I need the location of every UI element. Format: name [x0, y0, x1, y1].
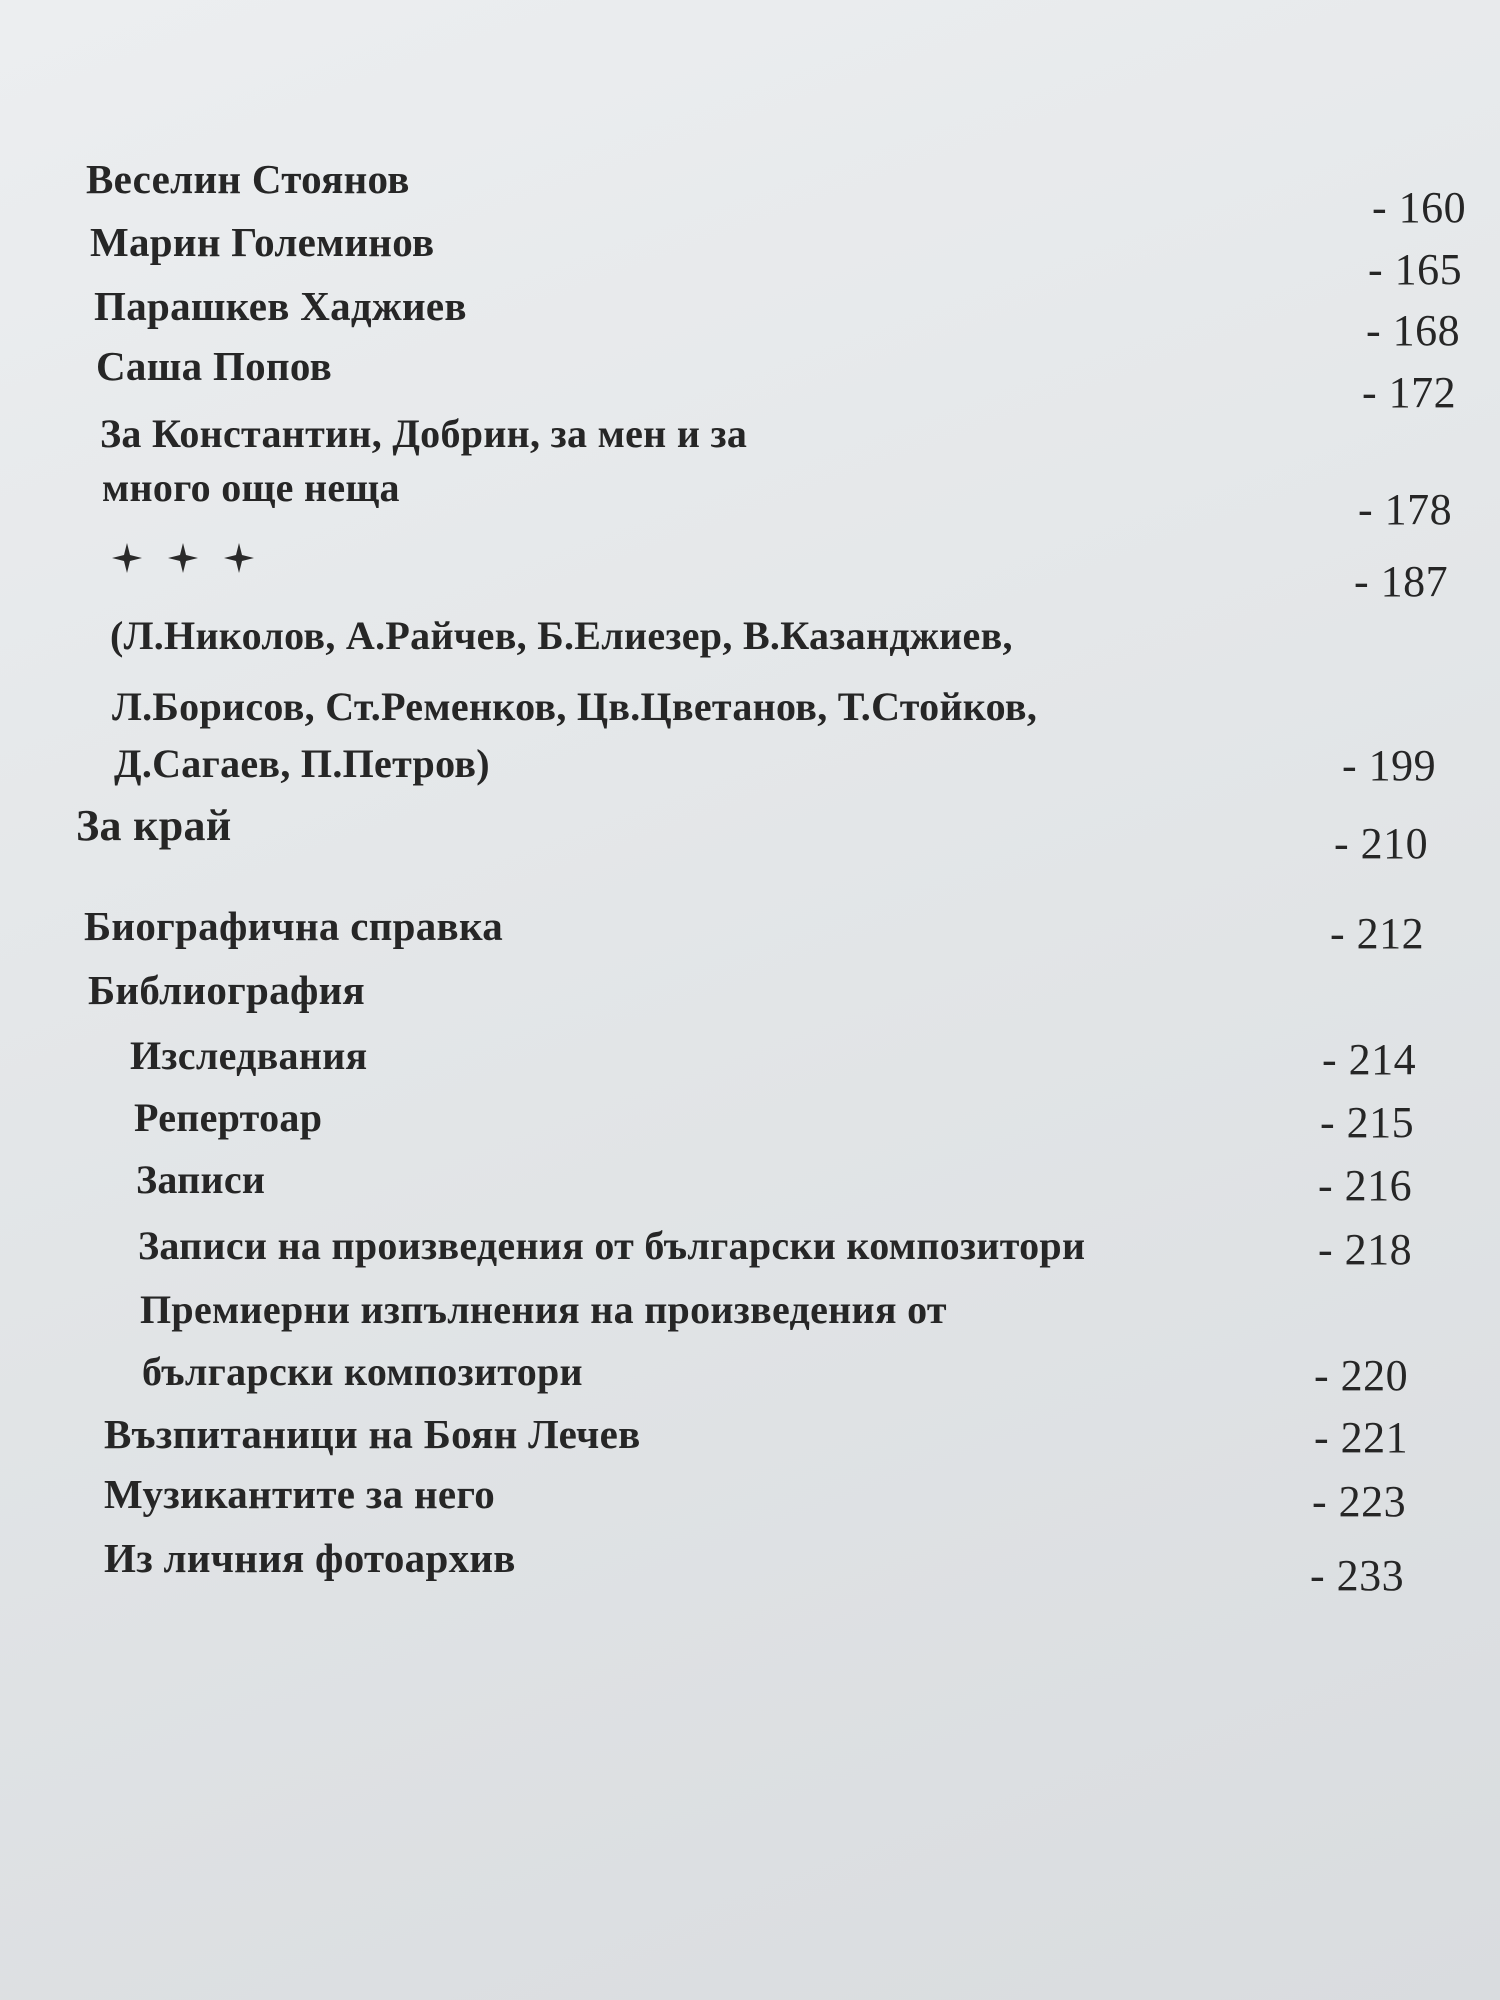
toc-entry-page: - 165	[1368, 245, 1463, 294]
four-point-star-icon	[168, 543, 198, 573]
toc-entry-line2: Л.Борисов, Ст.Ременков, Цв.Цветанов, Т.Стойков,	[112, 684, 1038, 729]
toc-entry-page: - 223	[1312, 1477, 1407, 1526]
toc-entry-page: - 218	[1318, 1225, 1413, 1274]
toc-entry-title: Парашкев Хаджиев	[94, 283, 467, 329]
toc-entry-page: - 220	[1314, 1351, 1409, 1400]
toc-entry-page: - 210	[1334, 819, 1429, 868]
toc-entry-title: Записи	[136, 1157, 266, 1202]
toc-entry-page: - 216	[1318, 1161, 1413, 1210]
toc-entry-title-line2: български композитори	[142, 1349, 583, 1394]
toc-entry-page: - 199	[1342, 741, 1437, 790]
toc-entry-page: - 168	[1366, 306, 1461, 355]
toc-entry-page: - 160	[1372, 183, 1467, 232]
toc-entry-page: - 221	[1314, 1413, 1409, 1462]
toc-entry-title: Марин Големинов	[90, 219, 435, 265]
toc-entry-title: Музикантите за него	[104, 1471, 496, 1517]
toc-entry-title-line1: За Константин, Добрин, за мен и за	[100, 411, 748, 456]
toc-entry-title: Биографична справка	[84, 903, 504, 949]
toc-entry-title: Библиография	[88, 967, 366, 1013]
toc-entry-title: Веселин Стоянов	[86, 156, 410, 202]
toc-entry-page: - 187	[1354, 557, 1449, 606]
toc-entry-page: - 214	[1322, 1035, 1417, 1084]
toc-entry-page: - 212	[1330, 909, 1425, 958]
toc-entry-title-line2: много още неща	[102, 465, 400, 510]
toc-entry-title: Из личния фотоархив	[104, 1535, 516, 1581]
toc-entry-page: - 178	[1358, 485, 1453, 534]
toc-entry-page: - 172	[1362, 368, 1457, 417]
toc-entry-title: За край	[76, 801, 232, 850]
toc-entry-page: - 215	[1320, 1098, 1415, 1147]
toc-entry-title: Възпитаници на Боян Лечев	[104, 1411, 641, 1457]
toc-entry-title-line1: Премиерни изпълнения на произведения от	[140, 1287, 947, 1332]
show-through-text	[1150, 470, 1160, 517]
toc-entry-line3: Д.Сагаев, П.Петров)	[114, 741, 490, 786]
toc-entry-title: Записи на произведения от български композитори	[138, 1223, 1086, 1268]
toc-entry-title: Изследвания	[130, 1033, 368, 1078]
toc-entry-title: Саша Попов	[96, 343, 333, 389]
four-point-star-icon	[224, 543, 254, 573]
toc-entry-line1: (Л.Николов, А.Райчев, Б.Елиезер, В.Казанджиев,	[110, 613, 1013, 658]
toc-entry-page: - 233	[1310, 1551, 1405, 1600]
toc-entry-title: Репертоар	[134, 1095, 323, 1140]
star-separator	[112, 543, 254, 573]
four-point-star-icon	[112, 543, 142, 573]
